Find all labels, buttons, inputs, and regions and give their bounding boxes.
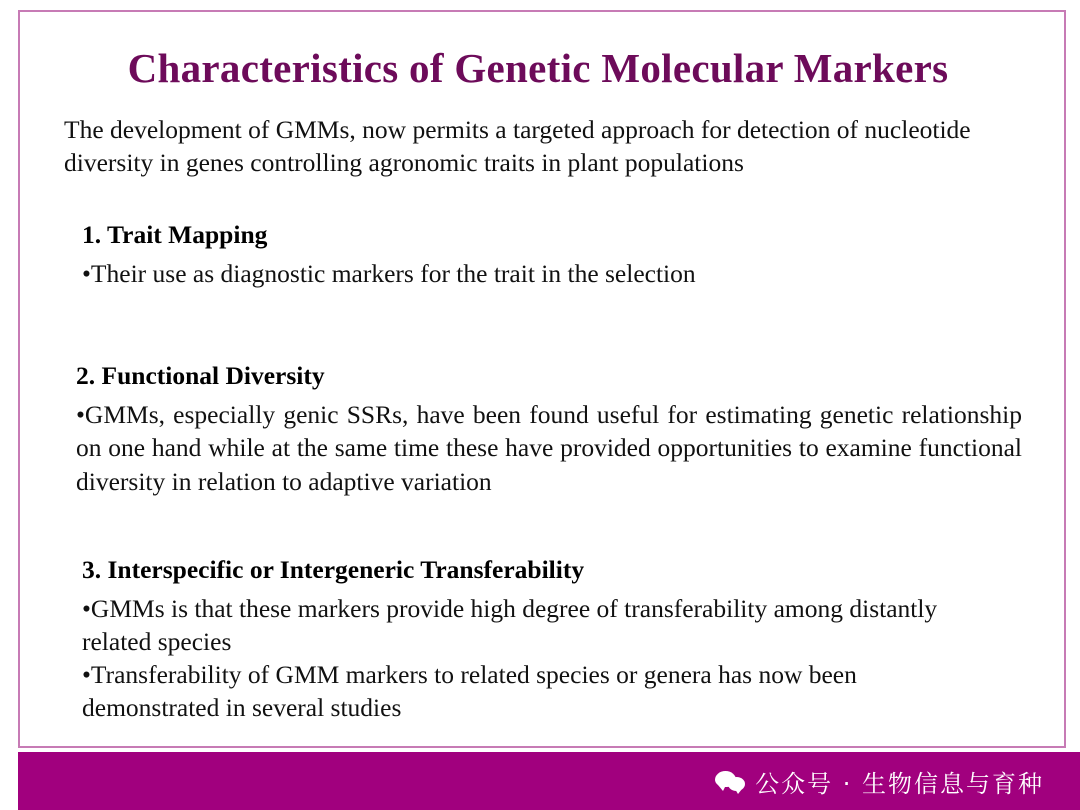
section-bullet: •Transferability of GMM markers to related species or genera has now been demonstrated in several studies	[82, 659, 857, 722]
section-bullet: •GMMs, especially genic SSRs, have been found useful for estimating genetic relationship on one hand while at the same time these have provided opportunities to examine functional diversity in relation to adaptive variation	[76, 400, 1022, 496]
footer-label: 公众号 · 生物信息与育种	[755, 769, 1044, 798]
section-transferability	[82, 554, 1022, 724]
section-bullet: •Their use as diagnostic markers for the trait in the selection	[82, 259, 696, 289]
section-functional-diversity	[76, 360, 1022, 497]
section-heading: 1. Trait Mapping	[82, 220, 268, 250]
slide-content	[18, 10, 1066, 748]
section-heading: 3. Interspecific or Intergeneric Transferability	[82, 554, 585, 584]
section-bullet: •GMMs is that these markers provide high degree of transferability among distantly related species	[82, 593, 938, 656]
footer-bar	[18, 752, 1080, 810]
section-heading: 2. Functional Diversity	[76, 361, 325, 391]
page-title: Characteristics of Genetic Molecular Markers	[127, 45, 949, 91]
intro-paragraph: The development of GMMs, now permits a targeted approach for detection of nucleotide diversity in genes controlling agronomic traits in plant populations	[64, 115, 971, 178]
wechat-icon	[715, 769, 745, 793]
section-trait-mapping	[82, 219, 1022, 290]
footer-content	[715, 752, 1044, 810]
